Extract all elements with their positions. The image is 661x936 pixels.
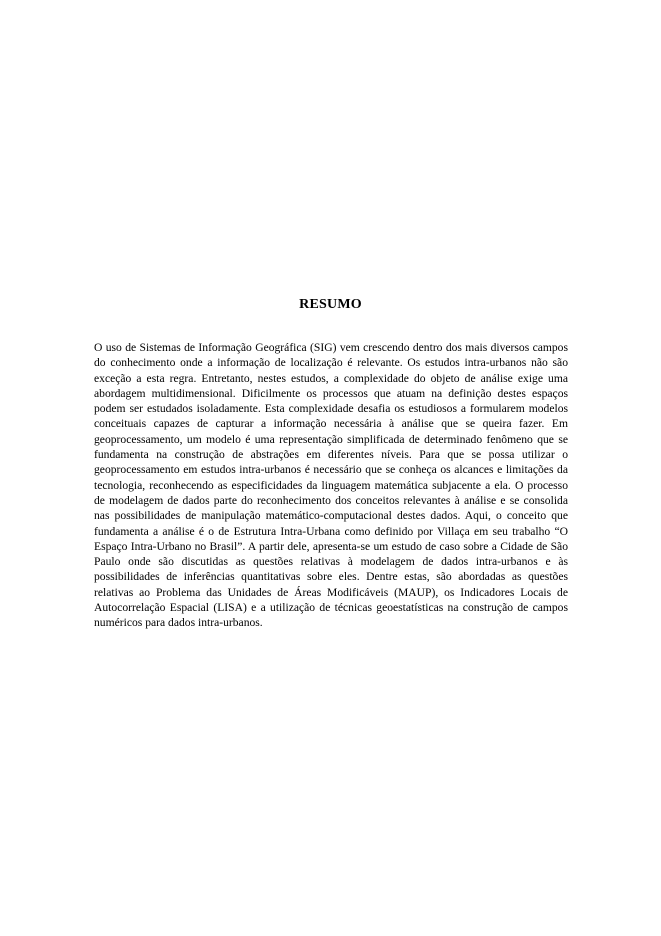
abstract-paragraph: O uso de Sistemas de Informação Geográfica (SIG) vem crescendo dentro dos mais diversos campos do conhecimento onde a informação de localização é relevante. Os estudos intra-urbanos não são exceção a esta regra. Entretanto, nestes estudos, a complexidade do objeto de análise exige uma abordagem multidimensional. Dificilmente os processos que atuam na definição destes espaços podem ser estudados isoladamente. Esta complexidade desafia os estudiosos a formularem modelos conceituais capazes de capturar a informação necessária à análise que se queira fazer. Em geoprocessamento, um modelo é uma representação simplificada de determinado fenômeno que se fundamenta na construção de abstrações em diferentes níveis. Para que se possa utilizar o geoprocessamento em estudos intra-urbanos é necessário que se conheça os alcances e limitações da tecnologia, reconhecendo as especificidades da linguagem matemática subjacente a ela. O processo de modelagem de dados parte do reconhecimento dos conceitos relevantes à análise e se consolida nas possibilidades de manipulação matemático-computacional destes dados. Aqui, o conceito que fundamenta a análise é o de Estrutura Intra-Urbana como definido por Villaça em seu trabalho “O Espaço Intra-Urbano no Brasil”. A partir dele, apresenta-se um estudo de caso sobre a Cidade de São Paulo onde são discutidas as questões relativas à modelagem de dados intra-urbanos e às possibilidades de inferências quantitativas sobre eles. Dentre estas, são abordadas as questões relativas ao Problema das Unidades de Áreas Modificáveis (MAUP), os Indicadores Locais de Autocorrelação Espacial (LISA) e a utilização de técnicas geoestatísticas na construção de campos numéricos para dados intra-urbanos. — [94, 341, 568, 630]
page-title: RESUMO — [299, 297, 362, 312]
